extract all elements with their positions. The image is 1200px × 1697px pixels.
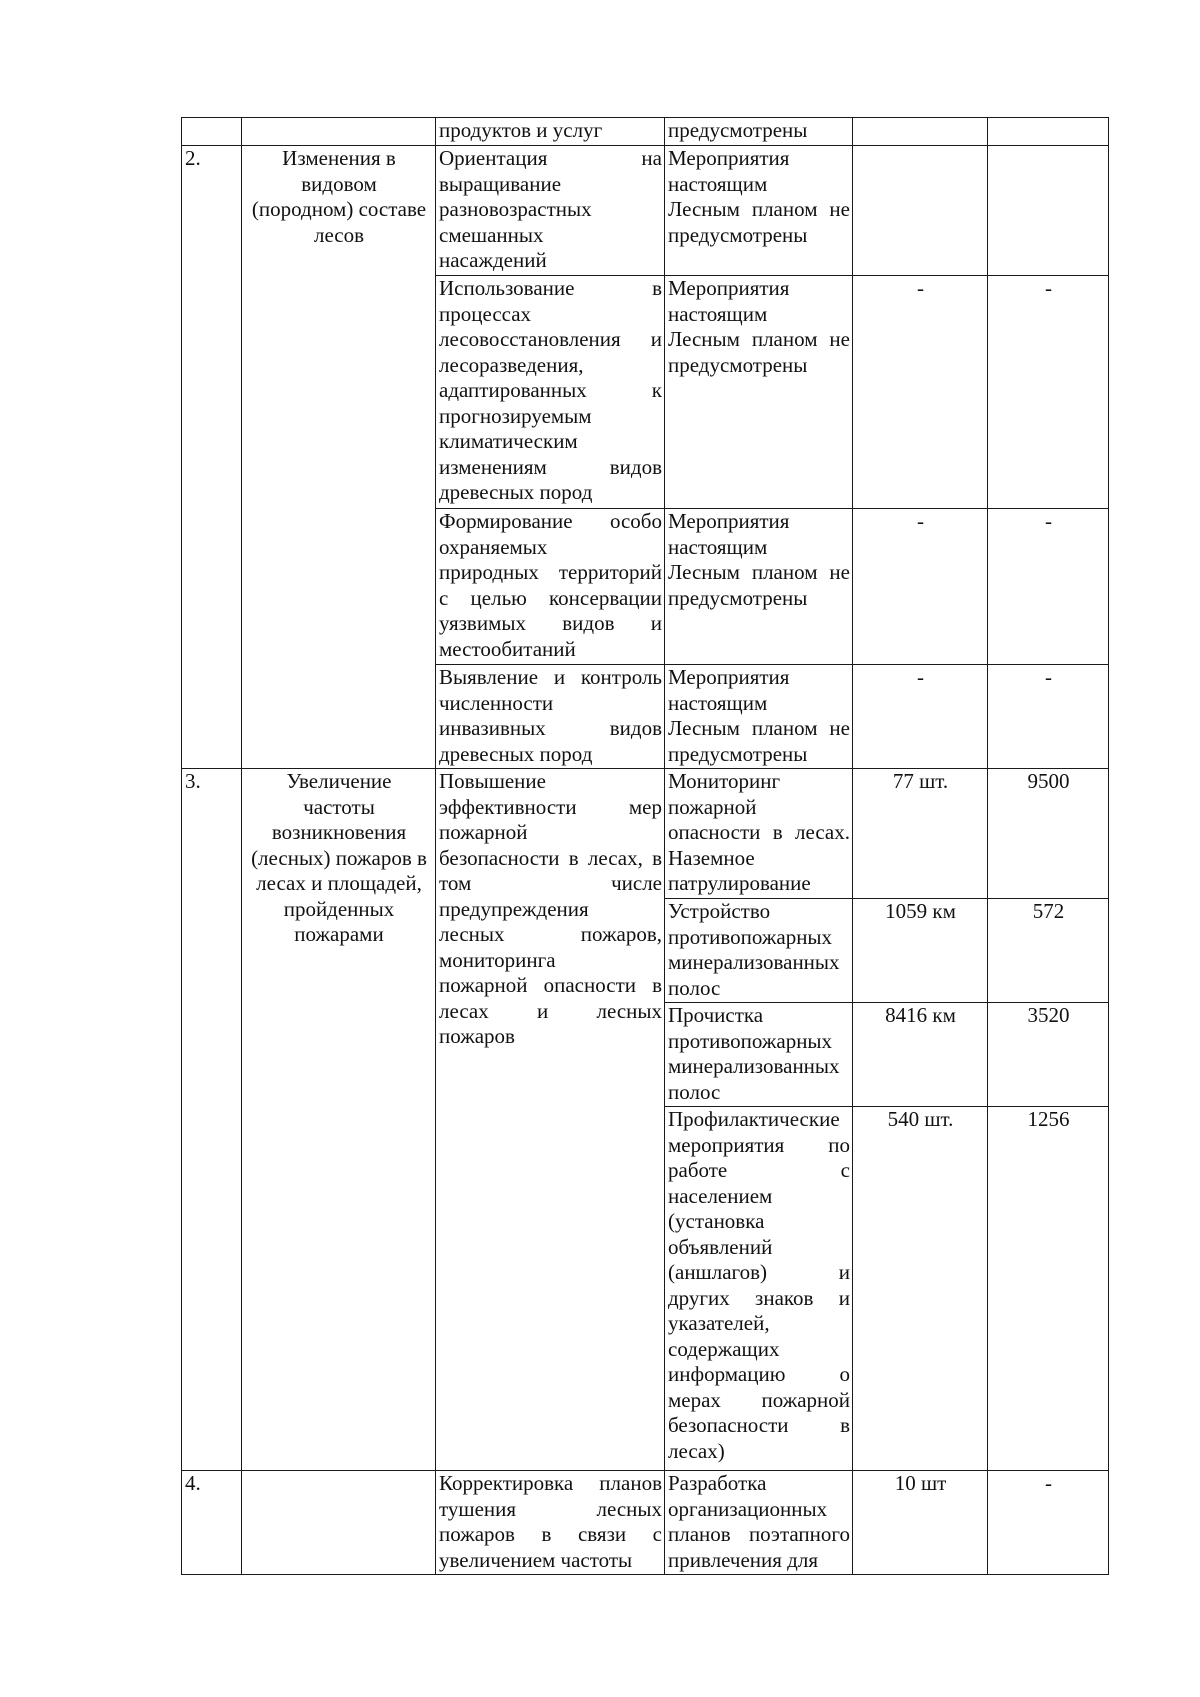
cell-text-line: Повышение — [439, 769, 546, 793]
factor-cell — [242, 1471, 436, 1575]
event-cell — [665, 1107, 853, 1471]
cell-text-line: безопасности в — [668, 1413, 850, 1437]
cell-text-line: лесах) — [668, 1438, 725, 1463]
cell-text-line: других знаков и — [668, 1285, 850, 1310]
cell-text-line: лесоразведения, — [439, 352, 584, 377]
cell-text-line: Увеличение — [286, 769, 392, 793]
cell-text-line: предусмотрены — [668, 741, 808, 766]
cell-text-line: Наземное — [668, 845, 755, 870]
cell-text-line: настоящим — [668, 171, 768, 196]
cell-text-line: частоты — [303, 794, 375, 819]
cell-text-line: природных территорий — [439, 560, 662, 584]
cell-text-line: лесах и лесных — [439, 998, 662, 1023]
cell-text-line: Профилактические — [668, 1107, 840, 1131]
row-number-cell: 3. — [182, 769, 242, 1471]
cell-text-line: численности — [439, 690, 554, 715]
cell-text-line: Прочистка — [668, 1003, 764, 1027]
volume-cell: 540 шт. — [853, 1107, 988, 1471]
cost-cell: 1256 — [988, 1107, 1109, 1471]
cell-text-line: Мероприятия — [668, 276, 790, 300]
cost-cell: - — [988, 276, 1109, 509]
cell-text-line: информацию о — [668, 1362, 850, 1386]
cost-cell: 9500 — [988, 769, 1109, 899]
cell-text-line: минерализованных — [668, 1054, 840, 1078]
cell-text-line: лесных пожаров, — [439, 922, 662, 946]
row-number-cell — [182, 118, 242, 146]
event-cell — [665, 769, 853, 899]
cell-text-line: указателей, — [668, 1311, 770, 1335]
cell-text-line: климатическим — [439, 429, 578, 453]
cell-text-line: Корректировка планов — [439, 1471, 662, 1495]
volume-cell — [853, 118, 988, 146]
cell-text-line: изменениям видов — [439, 454, 662, 479]
table-row — [182, 769, 1109, 899]
cell-text-line: привлечения для — [668, 1547, 818, 1572]
cell-text-line: уязвимых видов и — [439, 611, 662, 635]
cost-cell: 3520 — [988, 1003, 1109, 1107]
volume-cell: - — [853, 276, 988, 509]
cost-cell: - — [988, 665, 1109, 769]
cell-text-line: Выявление и контроль — [439, 665, 662, 689]
cell-text-line: эффективности мер — [439, 794, 662, 819]
factor-cell — [242, 146, 436, 769]
cell-text-line: лесовосстановления и — [439, 327, 662, 351]
cell-text-line: прогнозируемым — [439, 403, 592, 428]
cell-text-line: возникновения — [271, 820, 407, 844]
event-cell: предусмотрены — [665, 118, 853, 146]
cell-text-line: предусмотрены — [668, 352, 808, 377]
volume-cell: 10 шт — [853, 1471, 988, 1575]
event-cell — [665, 1471, 853, 1575]
cell-text-line: мониторинга — [439, 947, 556, 972]
cell-text-line: планов поэтапного — [668, 1522, 850, 1546]
cell-text-line: адаптированных к — [439, 378, 662, 402]
cell-text-line: процессах — [439, 301, 532, 326]
volume-cell: 8416 км — [853, 1003, 988, 1107]
volume-cell: 77 шт. — [853, 769, 988, 899]
cell-text-line: лесах и площадей, — [256, 871, 422, 895]
cell-text-line: содержащих — [668, 1336, 780, 1361]
cell-text-line: с целью консервации — [439, 585, 662, 610]
cell-text-line: тушения лесных — [439, 1496, 662, 1521]
cell-text-line: опасности в лесах. — [668, 820, 850, 844]
cell-text-line: пожарной опасности в — [439, 973, 662, 997]
factor-cell — [242, 118, 436, 146]
factor-cell — [242, 769, 436, 1471]
cell-text-line: Мониторинг — [668, 769, 781, 793]
cell-text-line: населением — [668, 1183, 773, 1208]
cell-text-line: пожарной — [668, 794, 757, 819]
cell-text-line: безопасности в лесах, в — [439, 845, 662, 870]
cell-text-line: настоящим — [668, 534, 768, 559]
cost-cell: 572 — [988, 899, 1109, 1003]
measure-cell — [436, 769, 665, 1471]
cell-text-line: патрулирование — [668, 871, 811, 895]
cell-text-line: лесов — [313, 222, 365, 247]
cell-text-line: выращивание — [439, 171, 562, 196]
cell-text-line: Мероприятия — [668, 665, 790, 689]
cell-text-line: пожаров — [439, 1024, 515, 1048]
cell-text-line: (породном) составе — [251, 197, 427, 221]
cell-text-line: Мероприятия — [668, 509, 790, 533]
cell-text-line: Использование в — [439, 276, 662, 300]
cell-text-line: том числе — [439, 871, 662, 895]
volume-cell: - — [853, 665, 988, 769]
cell-text-line: противопожарных — [668, 1028, 833, 1053]
event-cell — [665, 665, 853, 769]
cell-text-line: мероприятия по — [668, 1132, 850, 1157]
cell-text-line: Разработка — [668, 1471, 767, 1495]
table-row — [182, 118, 1109, 146]
cost-cell: - — [988, 509, 1109, 665]
cell-text-line: полос — [668, 1079, 721, 1104]
event-cell — [665, 276, 853, 509]
table-row — [182, 1471, 1109, 1575]
cell-text-line: пожаров в связи с — [439, 1522, 662, 1546]
cell-text-line: видовом — [301, 171, 377, 196]
row-number-cell: 2. — [182, 146, 242, 769]
cell-text-line: Лесным планом не — [668, 197, 850, 221]
cell-text-line: Мероприятия — [668, 146, 790, 170]
cell-text-line: организационных — [668, 1496, 828, 1521]
event-cell — [665, 509, 853, 665]
cell-text-line: работе с — [668, 1158, 850, 1182]
cost-cell — [988, 146, 1109, 276]
cell-text-line: насаждений — [439, 248, 547, 272]
cell-text-line: настоящим — [668, 690, 768, 715]
cell-text-line: охраняемых — [439, 534, 548, 559]
cell-text-line: мерах пожарной — [668, 1387, 850, 1412]
cell-text-line: увеличением частоты — [439, 1547, 633, 1572]
cell-text-line: Изменения в — [282, 146, 396, 170]
cell-text-line: Устройство — [668, 899, 771, 923]
cell-text-line: древесных пород — [439, 741, 593, 766]
cell-text-line: пожарной — [439, 820, 528, 844]
volume-cell: - — [853, 509, 988, 665]
cell-text-line: предупреждения — [439, 896, 589, 921]
cost-cell — [988, 118, 1109, 146]
cell-text-line: Формирование особо — [439, 509, 662, 533]
measure-cell — [436, 1471, 665, 1575]
cell-text-line: Лесным планом не — [668, 716, 850, 740]
cell-text-line: (лесных) пожаров в — [251, 845, 427, 870]
event-cell — [665, 146, 853, 276]
cell-text-line: Ориентация на — [439, 146, 662, 170]
measure-cell — [436, 146, 665, 276]
cell-text-line: предусмотрены — [668, 222, 808, 247]
cell-text-line: настоящим — [668, 301, 768, 326]
measure-cell — [436, 509, 665, 665]
cell-text-line: (аншлагов) и — [668, 1260, 850, 1284]
cell-text-line: полос — [668, 975, 721, 1000]
cell-text-line: объявлений — [668, 1234, 773, 1259]
table-row — [182, 146, 1109, 276]
cell-text-line: местообитаний — [439, 636, 576, 661]
cell-text-line: древесных пород — [439, 480, 593, 504]
measure-cell: продуктов и услуг — [436, 118, 665, 146]
cost-cell: - — [988, 1471, 1109, 1575]
cell-text-line: Лесным планом не — [668, 560, 850, 584]
cell-text-line: пожарами — [294, 922, 384, 946]
forest-plan-table — [181, 117, 1109, 1575]
volume-cell — [853, 146, 988, 276]
event-cell — [665, 899, 853, 1003]
cell-text-line: пройденных — [283, 896, 395, 921]
cell-text-line: противопожарных — [668, 924, 833, 949]
measure-cell — [436, 276, 665, 509]
volume-cell: 1059 км — [853, 899, 988, 1003]
cell-text-line: смешанных — [439, 222, 544, 247]
row-number-cell: 4. — [182, 1471, 242, 1575]
cell-text-line: (установка — [668, 1209, 765, 1233]
cell-text-line: разновозрастных — [439, 197, 592, 221]
measure-cell — [436, 665, 665, 769]
event-cell — [665, 1003, 853, 1107]
cell-text-line: Лесным планом не — [668, 327, 850, 351]
cell-text-line: инвазивных видов — [439, 716, 662, 740]
cell-text-line: минерализованных — [668, 950, 840, 974]
cell-text-line: предусмотрены — [668, 585, 808, 610]
